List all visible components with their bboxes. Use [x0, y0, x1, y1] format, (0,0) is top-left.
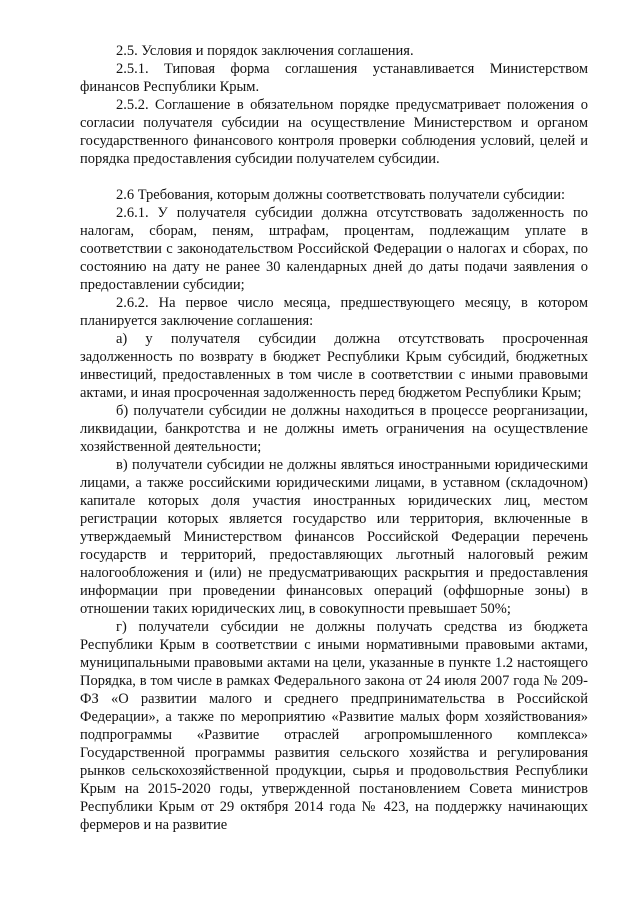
document-body — [80, 42, 588, 834]
section-spacer — [80, 168, 588, 186]
subclause-b: б) получатели субсидии не должны находиться в процессе реорганизации, ликвидации, банкротства и не должны иметь ограничения на осуществление хозяйственной деятельности; — [80, 403, 588, 455]
subclause-a: а) у получателя субсидии должна отсутствовать просроченная задолженность по возврату в бюджет Республики Крым субсидий, бюджетных инвестиций, предоставленных в том числе в соответствии с иными правовыми актами, и иная просроченная задолженность перед бюджетом Республики Крым; — [80, 331, 588, 401]
clause-2-5: 2.5. Условия и порядок заключения соглашения. — [116, 43, 414, 59]
clause-2-6-1: 2.6.1. У получателя субсидии должна отсутствовать задолженность по налогам, сборам, пеням, штрафам, процентам, подлежащим уплате в соответствии с законодательством Российской Федерации о налогах и сборах, по состоянию на дату не ранее 30 календарных дней до даты подачи заявления о предоставлении субсидии; — [80, 205, 588, 293]
subclause-g: г) получатели субсидии не должны получать средства из бюджета Республики Крым в соответствии с иными нормативными правовыми актами, муниципальными правовыми актами на цели, указанные в пункте 1.2 настоящего Порядка, в том числе в рамках Федерального закона от 24 июля 2007 года № 209-ФЗ «О развитии малого и среднего предпринимательства в Российской Федерации», а также по мероприятию «Развитие малых форм хозяйствования» подпрограммы «Развитие отраслей агропромышленного комплекса» Государственной программы развития сельского хозяйства и регулирования рынков сельскохозяйственной продукции, сырья и продовольствия Республики Крым на 2015-2020 годы, утвержденной постановлением Совета министров Республики Крым от 29 октября 2014 года № 423, на поддержку начинающих фермеров и на развитие — [80, 619, 588, 833]
clause-2-5-2: 2.5.2. Соглашение в обязательном порядке предусматривает положения о согласии получателя субсидии на осуществление Министерством и органом государственного финансового контроля проверки соблюдения условий, целей и порядка предоставления субсидии получателем субсидии. — [80, 97, 588, 167]
clause-2-6-2: 2.6.2. На первое число месяца, предшествующего месяцу, в котором планируется заключение соглашения: — [80, 295, 588, 329]
subclause-v: в) получатели субсидии не должны являться иностранными юридическими лицами, а также российскими юридическими лицами, в уставном (складочном) капитале которых доля участия иностранных юридических лиц, местом регистрации которых является государство или территория, включенные в утверждаемый Министерством финансов Российской Федерации перечень государств и территорий, предоставляющих льготный налоговый режим налогообложения и (или) не предусматривающих раскрытия и предоставления информации при проведении финансовых операций (оффшорные зоны) в отношении таких юридических лиц, в совокупности превышает 50%; — [80, 457, 588, 617]
clause-2-5-1: 2.5.1. Типовая форма соглашения устанавливается Министерством финансов Республики Крым. — [80, 61, 588, 95]
clause-2-6: 2.6 Требования, которым должны соответствовать получатели субсидии: — [116, 187, 565, 203]
